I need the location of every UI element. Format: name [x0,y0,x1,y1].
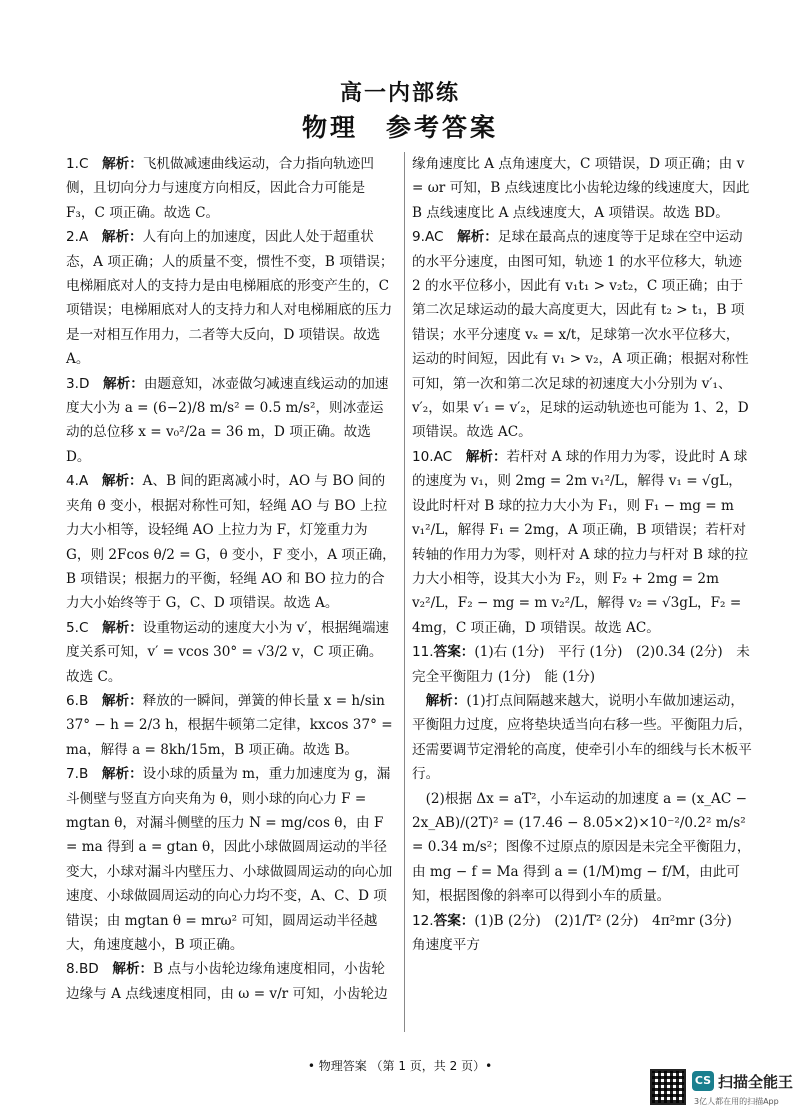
answer-item: 1.C 解析：飞机做减速曲线运动，合力指向轨迹凹侧，且切向分力与速度方向相反，因此合力可能是 F₃，C 项正确。故选 C。 [66,156,374,221]
answer-item: 8.BD 解析：B 点与小齿轮边缘角速度相同，小齿轮边缘与 A 点线速度相同，由 ω = v/r 可知，小齿轮边 [66,961,388,1002]
page-subtitle [0,108,800,144]
answer-item: 2.A 解析：人有向上的加速度，因此人处于超重状态，A 项正确；人的质量不变，惯性不变，B 项错误；电梯厢底对人的支持力是由电梯厢底的形变产生的，C 项错误；电梯厢底对人的支持力和人对电梯厢底的压力是一对相互作用力，二者等大反向，D 项错误。故选 A。 [66,229,394,368]
answer-item: 4.A 解析：A、B 间的距离减小时，AO 与 BO 间的夹角 θ 变小，根据对称性可知，轻绳 AO 与 BO 上拉力大小相等，设轻绳 AO 上拉力为 F，灯笼重力为 G，则 2Fcos θ/2 = G，θ 变小，F 变小，A 项正确，B 项错误；根据力的平衡，轻绳 AO 和 BO 拉力的合力大小始终等于 G，C、D 项错误。故选 A。 [66,473,396,612]
column-divider [404,152,405,1032]
answer-item: (2)根据 Δx = aT²，小车运动的加速度 a = (x_AC − 2x_AB)/(2T)² = (17.46 − 8.05×2)×10⁻²/0.2² m/s² = 0.34 m/s²；图像不过原点的原因是未完全平衡阻力，由 mg − f = Ma 得到 a = (1/M)mg − f/M，由此可知，根据图像的斜率可以得到小车的质量。 [412,790,751,905]
watermark-subtitle: 3亿人都在用的扫描App [694,1097,779,1106]
answer-item: 5.C 解析：设重物运动的速度大小为 v′，根据绳端速度关系可知，v′ = vcos 30° = √3/2 v，C 项正确。故选 C。 [66,619,390,685]
answer-item: 12.答案：(1)B (2分) (2)1/T² (2分) 4π²mr (3分) 角速度平方 [412,912,746,953]
page-title: 高一内部练 [339,81,460,106]
qr-code-icon [650,1069,686,1105]
answer-item: 缘角速度比 A 点角速度大，C 项错误，D 项正确；由 v = ωr 可知，B 点线速度比小齿轮边缘的线速度大，因此 B 点线速度比 A 点线速度大，A 项错误。故选 BD。 [412,156,750,221]
answer-label: 参考答案 [386,113,499,142]
scanner-watermark [650,1069,800,1113]
answer-item: 6.B 解析：释放的一瞬间，弹簧的伸长量 x = h/sin 37° − h = 2/3 h，根据牛顿第二定律，kxcos 37° = ma，解得 a = 8kh/15m，B 项正确。故选 B。 [66,692,393,758]
camscanner-logo-icon: CS [692,1071,714,1091]
watermark-name: 扫描全能王 [718,1073,794,1091]
answer-item: 3.D 解析：由题意知，冰壶做匀减速直线运动的加速度大小为 a = (6−2)/8 m/s² = 0.5 m/s²，则冰壶运动的总位移 x = v₀²/2a = 36 m，D 项正确。故选 D。 [66,375,389,465]
left-column [66,152,396,1006]
page-footer: • 物理答案 （第 1 页，共 2 页）• [307,1059,493,1073]
answer-item: 10.AC 解析：若杆对 A 球的作用力为零，设此时 A 球的速度为 v₁，则 2mg = 2m v₁²/L，解得 v₁ = √gL，设此时杆对 B 球的拉力大小为 F₁，则 F₁ − mg = m v₁²/L，解得 F₁ = 2mg，A 项正确，B 项错误；若杆对转轴的作用力为零，则杆对 A 球的拉力与杆对 B 球的拉力大小相等，设其大小为 F₂，则 F₂ + 2mg = 2m v₂²/L，F₂ − mg = m v₂²/L，解得 v₂ = √3gL，F₂ = 4mg，C 项正确，D 项错误。故选 AC。 [412,448,749,636]
answer-item: 解析：(1)打点间隔越来越大，说明小车做加速运动，平衡阻力过度，应将垫块适当向右移一些。平衡阻力后，还需要调节定滑轮的高度，使牵引小车的细线与长木板平行。 [412,692,752,783]
subject-label: 物理 [301,113,358,142]
answer-item: 9.AC 解析：足球在最高点的速度等于足球在空中运动的水平分速度，由图可知，轨迹 1 的水平位移大，轨迹 2 的水平位移小，因此有 v₁t₁ > v₂t₂，C 项正确；由于第二次足球运动的最大高度更大，因此有 t₂ > t₁，B 项错误；水平分速度 vₓ = x/t，足球第一次水平位移大，运动的时间短，因此有 v₁ > v₂，A 项正确；根据对称性可知，第一次和第二次足球的初速度大小分别为 v′₁、v′₂，如果 v′₁ = v′₂，足球的运动轨迹也可能为 1、2，D 项错误。故选 AC。 [412,229,749,441]
answer-item: 7.B 解析：设小球的质量为 m，重力加速度为 g，漏斗侧壁与竖直方向夹角为 θ，则小球的向心力 F = mgtan θ，对漏斗侧壁的压力 N = mg/cos θ，由 F = ma 得到 a = gtan θ，因此小球做圆周运动的半径变大，小球对漏斗内壁压力、小球做圆周运动的向心加速度、小球做圆周运动的向心力均不变，A、C、D 项错误；由 mgtan θ = mrω² 可知，圆周运动半径越大，角速度越小，B 项正确。 [66,766,393,953]
answer-item: 11.答案：(1)右 (1分) 平行 (1分) (2)0.34 (2分) 未完全平衡阻力 (1分) 能 (1分) [412,644,750,685]
right-column [412,152,752,957]
